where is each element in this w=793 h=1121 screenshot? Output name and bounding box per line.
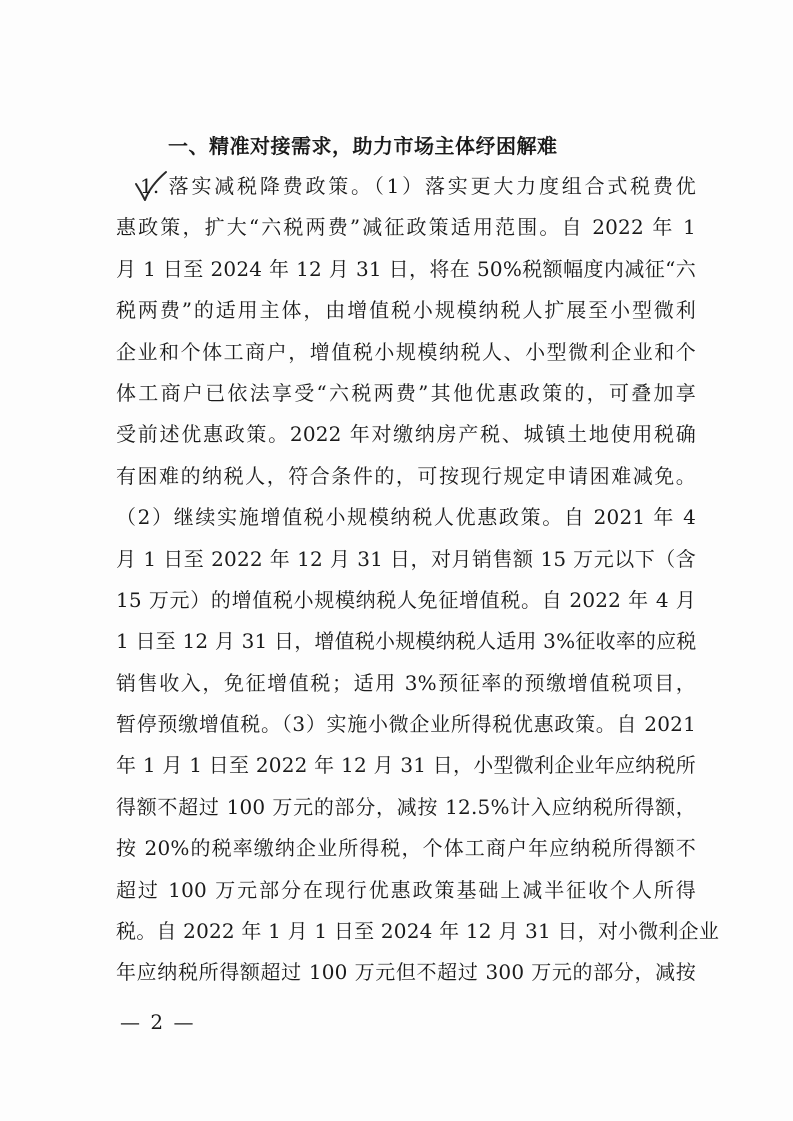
text-line: 税。自 2022 年 1 月 1 日至 2024 年 12 月 31 日，对小微利企业 bbox=[116, 919, 720, 944]
text-line: 税两费”的适用主体，由增值税小规模纳税人扩展至小型微利 bbox=[116, 298, 696, 323]
body-paragraph bbox=[116, 166, 720, 994]
text-line: 有困难的纳税人，符合条件的，可按现行规定申请困难减免。 bbox=[116, 463, 696, 488]
text-line: 销售收入，免征增值税；适用 3%预征率的预缴增值税项目， bbox=[116, 670, 696, 695]
text-line: （2）继续实施增值税小规模纳税人优惠政策。自 2021 年 4 bbox=[116, 505, 696, 530]
text-line: 体工商户已依法享受“六税两费”其他优惠政策的，可叠加享 bbox=[116, 380, 696, 405]
text-line: 超过 100 万元部分在现行优惠政策基础上减半征收个人所得 bbox=[116, 877, 696, 902]
text-line: 月 1 日至 2022 年 12 月 31 日，对月销售额 15 万元以下（含 bbox=[116, 546, 696, 571]
text-line: 1 日至 12 月 31 日，增值税小规模纳税人适用 3%征收率的应税 bbox=[116, 629, 697, 654]
text-line: 年 1 月 1 日至 2022 年 12 月 31 日，小型微利企业年应纳税所 bbox=[116, 753, 696, 778]
section-heading: 一、精准对接需求，助力市场主体纾困解难 bbox=[168, 134, 558, 158]
text-line: 按 20%的税率缴纳企业所得税，个体工商户年应纳税所得额不 bbox=[116, 836, 696, 861]
text-line: 暂停预缴增值税。（3）实施小微企业所得税优惠政策。自 2021 bbox=[116, 712, 696, 737]
text-line: 企业和个体工商户，增值税小规模纳税人、小型微利企业和个 bbox=[116, 339, 696, 364]
text-line: 得额不超过 100 万元的部分，减按 12.5%计入应纳税所得额， bbox=[116, 794, 696, 819]
text-line: 月 1 日至 2024 年 12 月 31 日，将在 50%税额幅度内减征“六 bbox=[116, 256, 696, 281]
text-line: 受前述优惠政策。2022 年对缴纳房产税、城镇土地使用税确 bbox=[116, 422, 696, 447]
text-line: 年应纳税所得额超过 100 万元但不超过 300 万元的部分，减按 bbox=[116, 960, 696, 985]
page-number: — 2 — bbox=[120, 1010, 196, 1034]
text-line: 惠政策，扩大“六税两费”减征政策适用范围。自 2022 年 1 bbox=[116, 215, 696, 240]
text-line: 15 万元）的增值税小规模纳税人免征增值税。自 2022 年 4 月 bbox=[116, 587, 696, 612]
text-line: 1. 落实减税降费政策。（1）落实更大力度组合式税费优 bbox=[140, 174, 696, 198]
